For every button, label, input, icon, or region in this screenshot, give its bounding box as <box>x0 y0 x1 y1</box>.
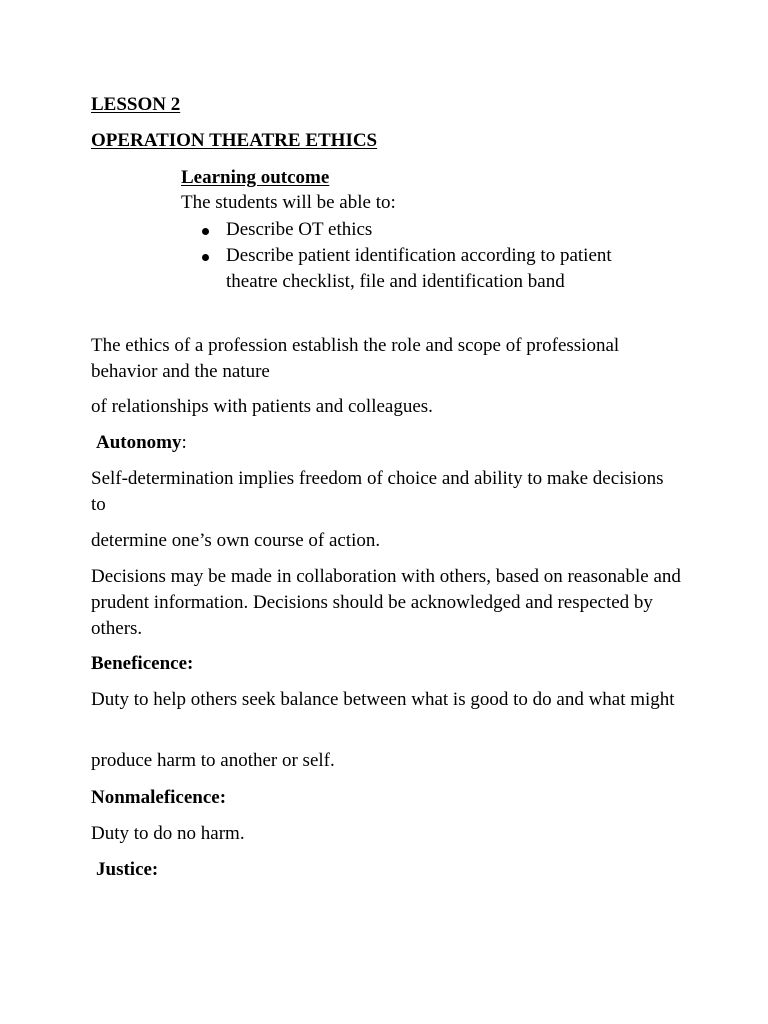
list-item-text: Describe OT ethics <box>226 219 373 240</box>
autonomy-continuation: determine one’s own course of action. <box>91 530 381 551</box>
autonomy-heading <box>96 430 187 456</box>
nonmaleficence-heading: Nonmaleficence: <box>91 787 227 808</box>
nonmaleficence-paragraph: Duty to do no harm. <box>91 823 245 844</box>
learning-outcome-list <box>181 217 656 295</box>
ethics-intro-continuation: of relationships with patients and colleagues. <box>91 396 433 417</box>
list-item <box>181 243 656 295</box>
ethics-intro-paragraph: The ethics of a profession establish the role and scope of professional behavior and the nature <box>91 335 620 382</box>
autonomy-heading-colon: : <box>181 432 187 453</box>
lesson-label: LESSON 2 <box>91 94 181 115</box>
beneficence-paragraph: Duty to help others seek balance between what is good to do and what might <box>91 689 675 710</box>
bullet-icon <box>202 254 209 261</box>
page-title: OPERATION THEATRE ETHICS <box>91 130 378 151</box>
autonomy-heading-text: Autonomy <box>96 432 182 453</box>
justice-heading: Justice: <box>96 859 159 880</box>
beneficence-continuation: produce harm to another or self. <box>91 750 335 771</box>
learning-outcome-intro: The students will be able to: <box>181 192 396 213</box>
list-item <box>181 217 656 243</box>
learning-outcome-heading: Learning outcome <box>181 167 330 188</box>
list-item-text: Describe patient identification according to patient theatre checklist, file and identification band <box>226 245 612 292</box>
autonomy-paragraph: Self-determination implies freedom of choice and ability to make decisions to <box>91 468 664 515</box>
bullet-icon <box>202 228 209 235</box>
autonomy-decisions-paragraph: Decisions may be made in collaboration with others, based on reasonable and prudent information. Decisions should be acknowledged and respected by others. <box>91 566 681 639</box>
beneficence-heading: Beneficence: <box>91 653 194 674</box>
